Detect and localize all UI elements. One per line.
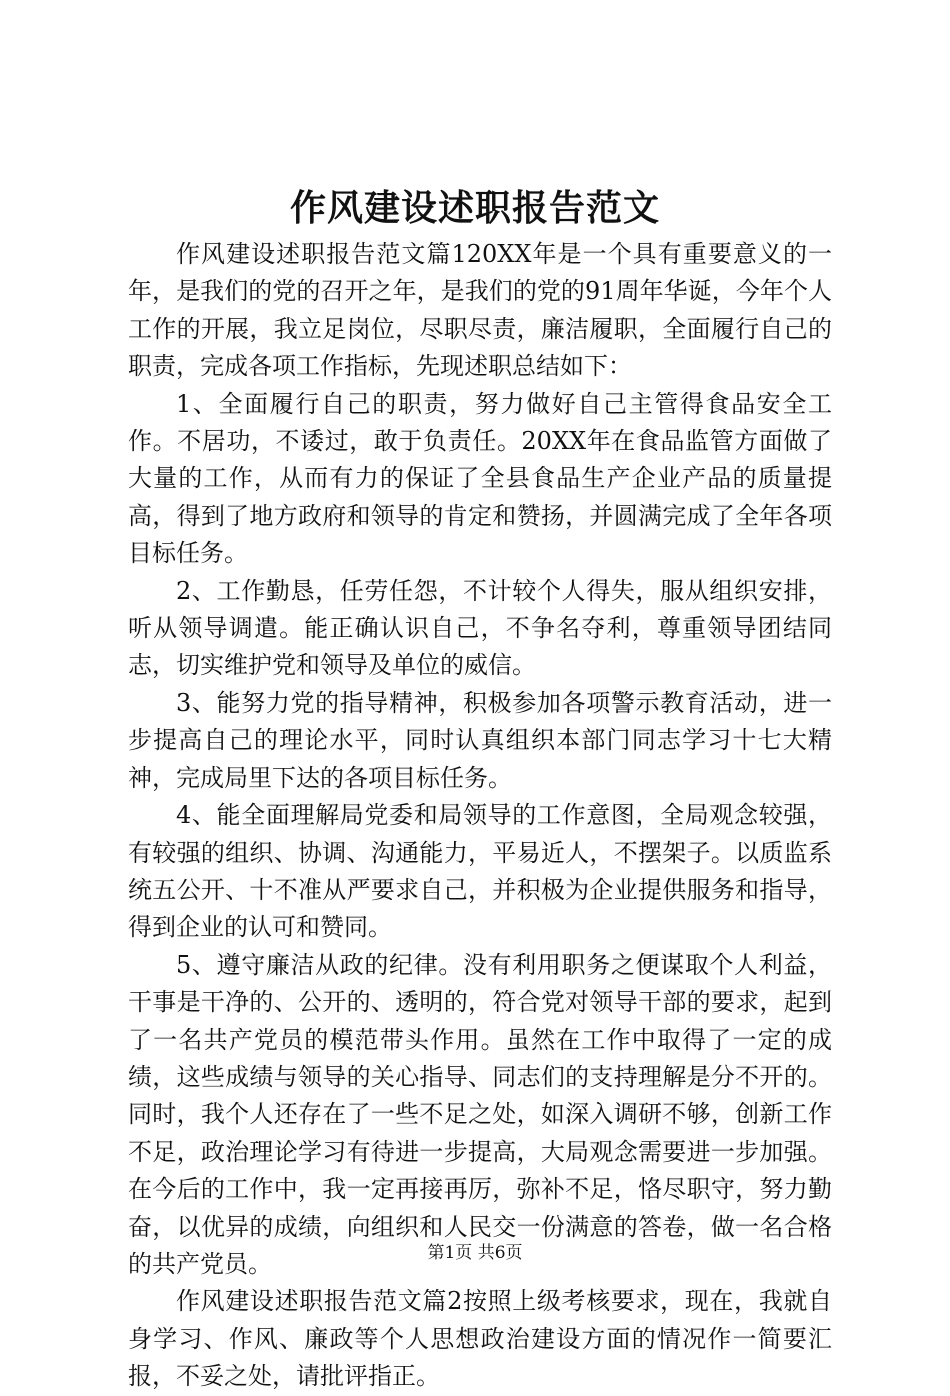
paragraph-item-5: 5、遵守廉洁从政的纪律。没有利用职务之便谋取个人利益，干事是干净的、公开的、透明的，符合党对领导干部的要求，起到了一名共产党员的模范带头作用。虽然在工作中取得了一定的成绩，这些成绩与领导的关心指导、同志们的支持理解是分不开的。同时，我个人还存在了一些不足之处，如深入调研不够，创新工作不足，政治理论学习有待进一步提高，大局观念需要进一步加强。在今后的工作中，我一定再接再厉，弥补不足，恪尽职守，努力勤奋，以优异的成绩，向组织和人民交一份满意的答卷，做一名合格的共产党员。: [128, 950, 832, 1278]
paragraph-item-4: 4、能全面理解局党委和局领导的工作意图，全局观念较强，有较强的组织、协调、沟通能力，平易近人，不摆架子。以质监系统五公开、十不准从严要求自己，并积极为企业提供服务和指导，得到企业的认可和赞同。: [128, 801, 832, 942]
document-body: [128, 236, 832, 1396]
paragraph-item-1: 1、全面履行自己的职责，努力做好自己主管得食品安全工作。不居功，不诿过，敢于负责任。20XX年在食品监管方面做了大量的工作，从而有力的保证了全县食品生产企业产品的质量提高，得到了地方政府和领导的肯定和赞扬，并圆满完成了全年各项目标任务。: [128, 389, 832, 568]
document-title: 作风建设述职报告范文: [289, 187, 660, 229]
page-number-footer: 第1页 共6页: [427, 1243, 523, 1263]
paragraph-section-2: 作风建设述职报告范文篇2按照上级考核要求，现在，我就自身学习、作风、廉政等个人思想政治建设方面的情况作一简要汇报，不妥之处，请批评指正。: [128, 1287, 832, 1391]
paragraph-intro: 作风建设述职报告范文篇120XX年是一个具有重要意义的一年，是我们的党的召开之年，是我们的党的91周年华诞，今年个人工作的开展，我立足岗位，尽职尽责，廉洁履职，全面履行自己的职责，完成各项工作指标，先现述职总结如下：: [128, 240, 832, 381]
paragraph-item-3: 3、能努力党的指导精神，积极参加各项警示教育活动，进一步提高自己的理论水平，同时认真组织本部门同志学习十七大精神，完成局里下达的各项目标任务。: [128, 688, 832, 792]
paragraph-item-2: 2、工作勤恳，任劳任怨，不计较个人得失，服从组织安排，听从领导调遣。能正确认识自己，不争名夺利，尊重领导团结同志，切实维护党和领导及单位的威信。: [128, 576, 832, 680]
